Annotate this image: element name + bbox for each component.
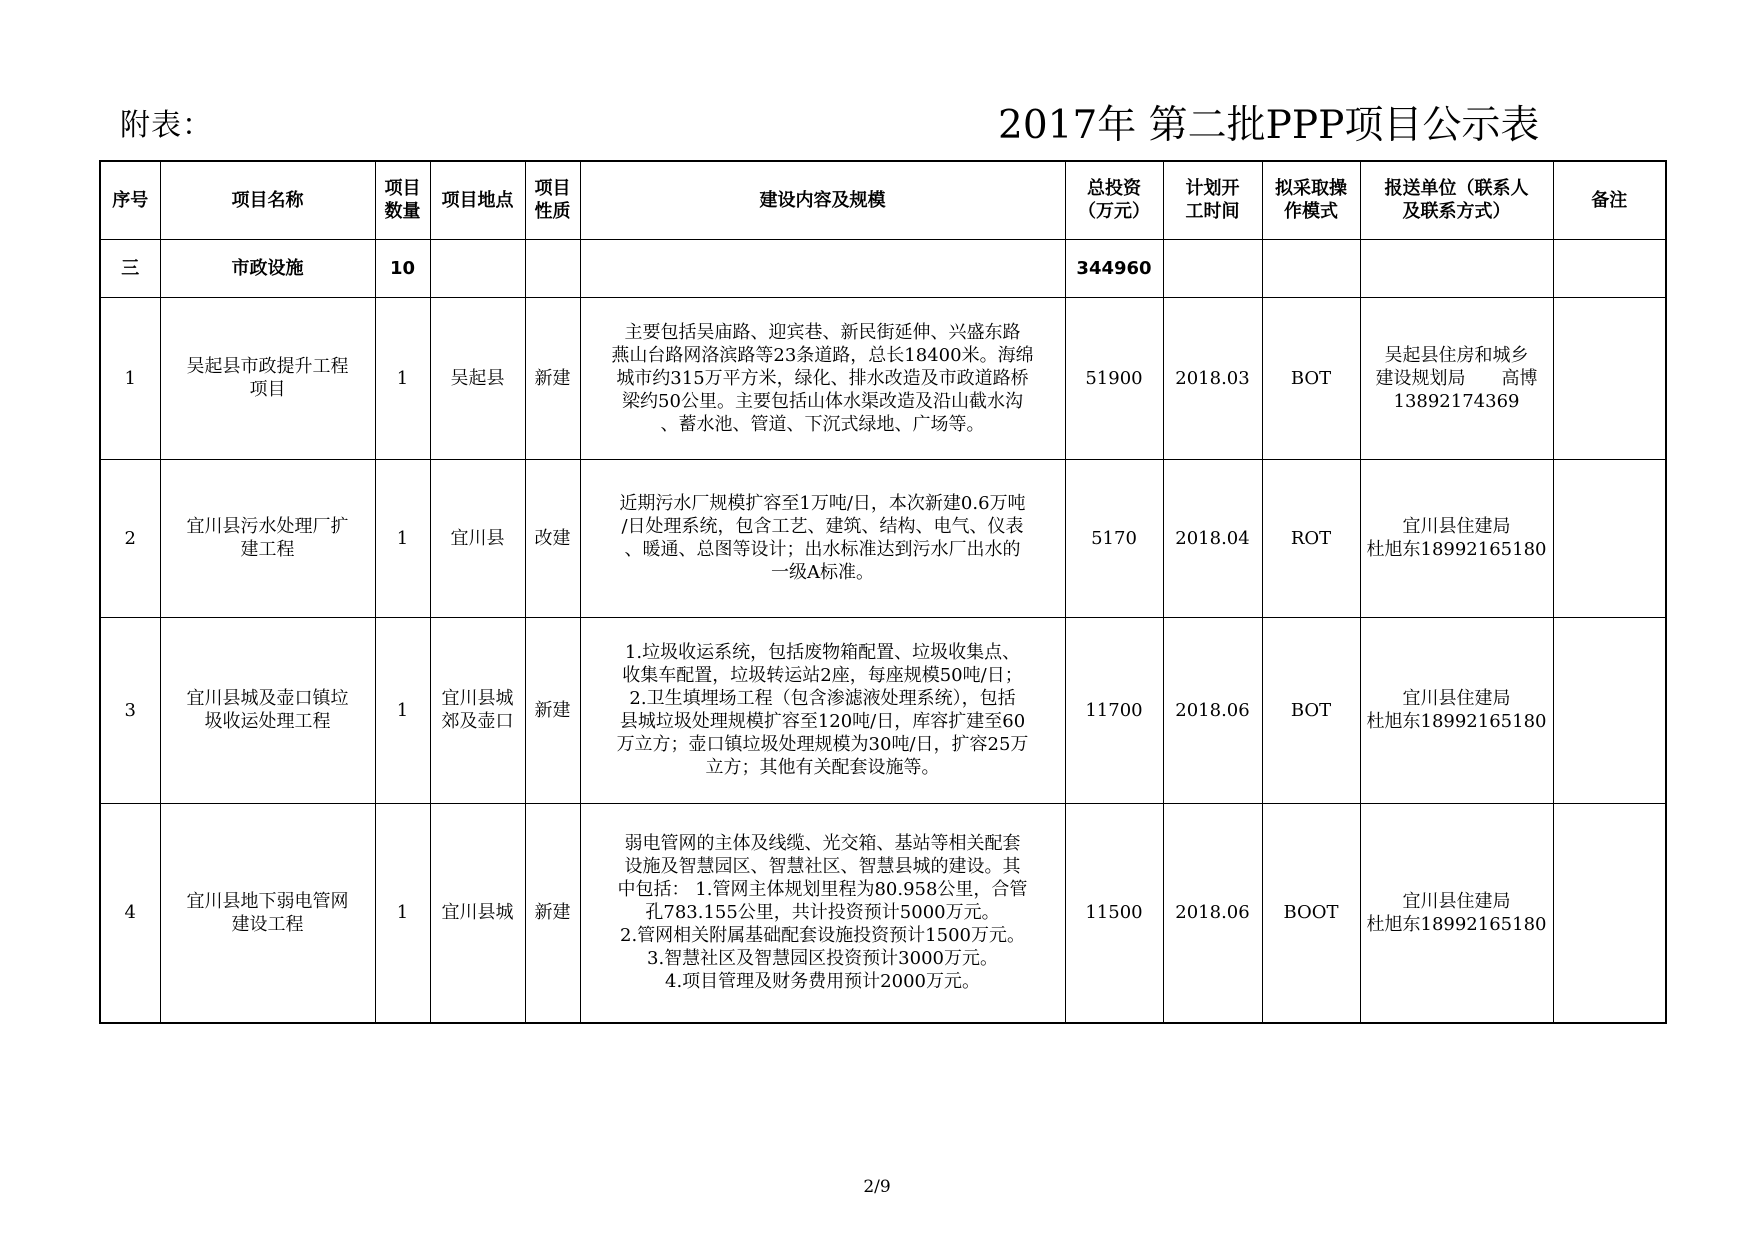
section-count: 10 — [375, 239, 430, 297]
section-no: 三 — [100, 239, 160, 297]
row-start: 2018.06 — [1163, 617, 1262, 803]
row-name: 宜川县地下弱电管网 建设工程 — [160, 803, 375, 1023]
row-location: 吴起县 — [430, 297, 525, 459]
row-count: 1 — [375, 617, 430, 803]
row-remark — [1553, 459, 1666, 617]
row-no: 4 — [100, 803, 160, 1023]
row-content: 主要包括吴庙路、迎宾巷、新民街延伸、兴盛东路 燕山台路网洛滨路等23条道路，总长18400米。海绵 城市约315万平方米，绿化、排水改造及市政道路桥 梁约50公里。主要包括山体水渠改造及沿山截水沟 、蓄水池、管道、下沉式绿地、广场等。 — [580, 297, 1065, 459]
row-mode: BOOT — [1262, 803, 1360, 1023]
row-mode: BOT — [1262, 617, 1360, 803]
row-start: 2018.04 — [1163, 459, 1262, 617]
row-mode: BOT — [1262, 297, 1360, 459]
page-number: 2/9 — [863, 1177, 891, 1197]
col-header-name: 项目名称 — [160, 161, 375, 239]
row-name: 吴起县市政提升工程 项目 — [160, 297, 375, 459]
row-count: 1 — [375, 459, 430, 617]
col-header-content: 建设内容及规模 — [580, 161, 1065, 239]
row-count: 1 — [375, 297, 430, 459]
col-header-nature: 项目 性质 — [525, 161, 580, 239]
row-count: 1 — [375, 803, 430, 1023]
section-empty-remark — [1553, 239, 1666, 297]
row-remark — [1553, 617, 1666, 803]
row-remark — [1553, 297, 1666, 459]
col-header-mode: 拟采取操 作模式 — [1262, 161, 1360, 239]
row-investment: 51900 — [1065, 297, 1163, 459]
row-nature: 新建 — [525, 297, 580, 459]
section-empty-unit — [1360, 239, 1553, 297]
row-investment: 5170 — [1065, 459, 1163, 617]
row-unit: 吴起县住房和城乡 建设规划局 高博 13892174369 — [1360, 297, 1553, 459]
row-location: 宜川县城 — [430, 803, 525, 1023]
table-row — [100, 459, 1666, 617]
section-investment: 344960 — [1065, 239, 1163, 297]
page-title: 2017年 第二批PPP项目公示表 — [998, 103, 1540, 148]
section-empty-start — [1163, 239, 1262, 297]
table-row — [100, 803, 1666, 1023]
section-empty-mode — [1262, 239, 1360, 297]
col-header-no: 序号 — [100, 161, 160, 239]
row-investment: 11700 — [1065, 617, 1163, 803]
section-name: 市政设施 — [160, 239, 375, 297]
col-header-location: 项目地点 — [430, 161, 525, 239]
col-header-unit: 报送单位（联系人 及联系方式） — [1360, 161, 1553, 239]
row-unit: 宜川县住建局 杜旭东18992165180 — [1360, 803, 1553, 1023]
row-location: 宜川县 — [430, 459, 525, 617]
header-row — [100, 161, 1666, 239]
section-empty-location — [430, 239, 525, 297]
row-no: 3 — [100, 617, 160, 803]
row-location: 宜川县城 郊及壶口 — [430, 617, 525, 803]
col-header-remark: 备注 — [1553, 161, 1666, 239]
row-nature: 改建 — [525, 459, 580, 617]
row-no: 2 — [100, 459, 160, 617]
section-row — [100, 239, 1666, 297]
row-start: 2018.06 — [1163, 803, 1262, 1023]
row-investment: 11500 — [1065, 803, 1163, 1023]
row-unit: 宜川县住建局 杜旭东18992165180 — [1360, 459, 1553, 617]
row-remark — [1553, 803, 1666, 1023]
row-content: 弱电管网的主体及线缆、光交箱、基站等相关配套 设施及智慧园区、智慧社区、智慧县城的建设。其 中包括： 1.管网主体规划里程为80.958公里，合管 孔783.155公里，共计投资预计5000万元。 2.管网相关附属基础配套设施投资预计1500万元。 3.智慧社区及智慧园区投资预计3000万元。 4.项目管理及财务费用预计2000万元。 — [580, 803, 1065, 1023]
section-empty-content — [580, 239, 1065, 297]
col-header-start: 计划开 工时间 — [1163, 161, 1262, 239]
col-header-investment: 总投资 （万元） — [1065, 161, 1163, 239]
table-row — [100, 297, 1666, 459]
ppp-project-table — [99, 160, 1667, 1024]
row-nature: 新建 — [525, 803, 580, 1023]
appendix-label: 附表： — [120, 108, 213, 143]
row-mode: ROT — [1262, 459, 1360, 617]
table-row — [100, 617, 1666, 803]
row-no: 1 — [100, 297, 160, 459]
row-name: 宜川县城及壶口镇垃 圾收运处理工程 — [160, 617, 375, 803]
row-unit: 宜川县住建局 杜旭东18992165180 — [1360, 617, 1553, 803]
row-name: 宜川县污水处理厂扩 建工程 — [160, 459, 375, 617]
row-content: 1.垃圾收运系统，包括废物箱配置、垃圾收集点、 收集车配置，垃圾转运站2座，每座规模50吨/日； 2.卫生填埋场工程（包含渗滤液处理系统），包括 县城垃圾处理规模扩容至120吨/日，库容扩建至60 万立方；壶口镇垃圾处理规模为30吨/日，扩容25万 立方；其他有关配套设施等。 — [580, 617, 1065, 803]
section-empty-nature — [525, 239, 580, 297]
row-nature: 新建 — [525, 617, 580, 803]
row-start: 2018.03 — [1163, 297, 1262, 459]
row-content: 近期污水厂规模扩容至1万吨/日，本次新建0.6万吨 /日处理系统，包含工艺、建筑、结构、电气、仪表 、暖通、总图等设计；出水标准达到污水厂出水的 一级A标准。 — [580, 459, 1065, 617]
col-header-count: 项目 数量 — [375, 161, 430, 239]
